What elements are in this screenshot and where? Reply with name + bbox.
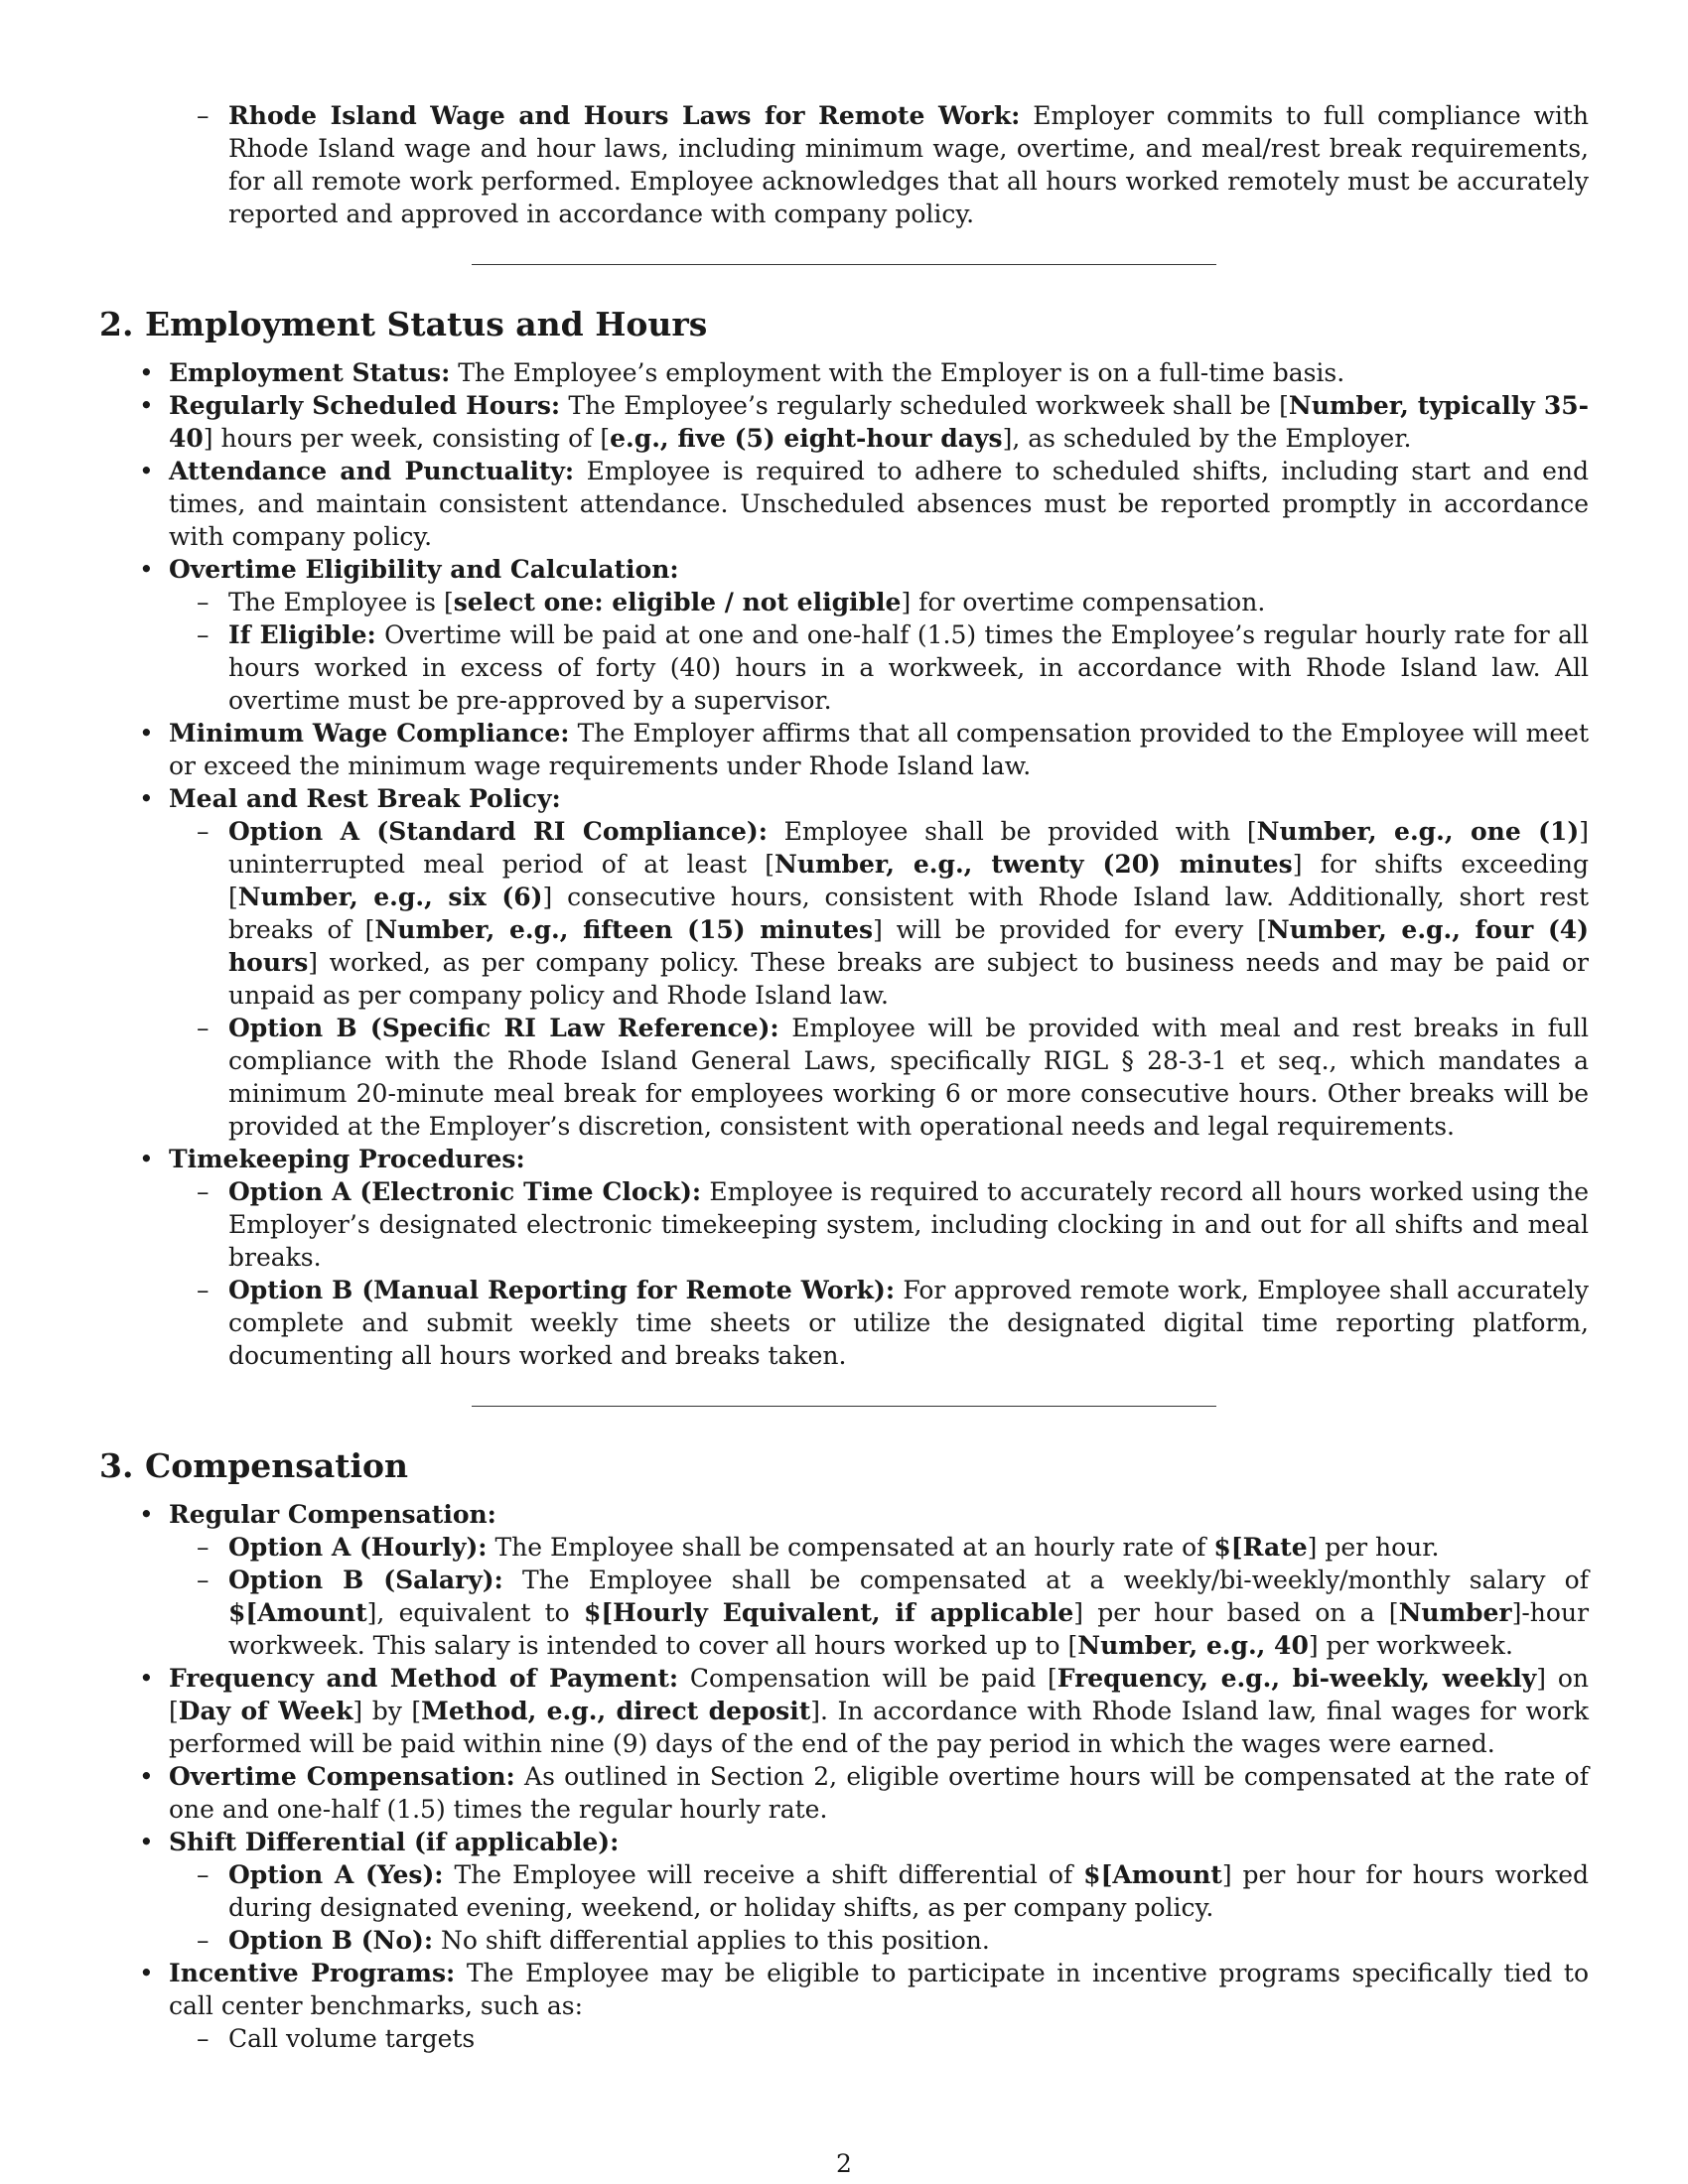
text-run: The Employee’s regularly scheduled workweek shall be [ — [560, 391, 1289, 420]
list-item — [169, 618, 1589, 717]
employment-status-text: The Employee’s employment with the Employer is on a full-time basis. — [450, 358, 1345, 387]
text-run: ] uninterrupted meal period of at least [ — [228, 817, 1589, 879]
text-run: Call volume targets — [228, 2024, 476, 2053]
overtime-compensation-label: Overtime Compensation: — [169, 1762, 515, 1791]
section-2-heading — [99, 305, 1589, 344]
text-run: Employee will be provided with meal and rest breaks in full compliance with the Rhode Island General Laws, specifically RIGL § 28-3-1 et seq., which mandates a minimum 20-minute meal break for employees working 6 or more consecutive hours. Other breaks will be provided at the Employer’s discretion, consistent with operational needs and legal requirements. — [228, 1014, 1589, 1141]
text-run: For approved remote work, Employee shall accurately complete and submit weekly time sheets or utilize the designated digital time reporting platform, documenting all hours worked and breaks taken. — [228, 1276, 1590, 1370]
text-run: ]. In accordance with Rhode Island law, final wages for work performed will be paid within nine (9) days of the end of the pay period in which the wages were earned. — [169, 1697, 1589, 1758]
section-3-title: Compensation — [145, 1446, 408, 1485]
list-item — [99, 389, 1589, 455]
list-item — [99, 1662, 1589, 1760]
overtime-sublist — [169, 586, 1589, 717]
section-2-title: Employment Status and Hours — [145, 305, 708, 343]
text-run: ] per workweek. — [1308, 1631, 1513, 1660]
overtime-label: Overtime Eligibility and Calculation: — [169, 555, 679, 584]
list-item — [169, 1924, 1589, 1957]
list-item — [169, 1175, 1589, 1274]
remote-work-list — [99, 99, 1589, 230]
text-run: ] will be provided for every [ — [873, 915, 1267, 944]
list-item — [99, 1826, 1589, 1957]
placeholder-field: Number, e.g., twenty (20) minutes — [774, 850, 1293, 879]
attendance-label: Attendance and Punctuality: — [169, 457, 575, 485]
placeholder-field: Number, typically 35-40 — [169, 391, 1589, 453]
list-item — [99, 1760, 1589, 1826]
section-divider — [472, 264, 1216, 265]
text-run: ] by [ — [352, 1697, 422, 1725]
list-item — [169, 586, 1589, 618]
text-run: The Employee will receive a shift differential of — [443, 1860, 1084, 1889]
list-item — [99, 553, 1589, 717]
placeholder-field: Number, e.g., four (4) hours — [228, 915, 1589, 977]
remote-work-label: Rhode Island Wage and Hours Laws for Remote Work: — [228, 101, 1021, 130]
scheduled-hours-label: Regularly Scheduled Hours: — [169, 391, 561, 420]
text-run: ] on [ — [169, 1664, 1589, 1725]
meal-break-sublist — [169, 815, 1589, 1143]
option-label: Option B (Specific RI Law Reference): — [228, 1014, 779, 1042]
text-run: The Employee is [ — [228, 588, 454, 616]
text-run: No shift differential applies to this position. — [433, 1926, 990, 1955]
text-run: The Employee shall be compensated at an hourly rate of — [487, 1533, 1214, 1562]
incentive-programs-label: Incentive Programs: — [169, 1959, 456, 1987]
placeholder-field: Number — [1398, 1598, 1512, 1627]
incentive-programs-sublist — [169, 2022, 1589, 2055]
meal-break-label: Meal and Rest Break Policy: — [169, 784, 561, 813]
incentive-programs-text: The Employee may be eligible to participate in incentive programs specifically tied to call center benchmarks, such as: — [169, 1959, 1589, 2020]
if-eligible-text: Overtime will be paid at one and one-half (1.5) times the Employee’s regular hourly rate for all hours worked in excess of forty (40) hours in a workweek, in accordance with Rhode Island law. All overtime must be pre-approved by a supervisor. — [228, 620, 1589, 715]
option-label: Option A (Hourly): — [228, 1533, 488, 1562]
text-run: Compensation will be paid [ — [678, 1664, 1057, 1693]
page-content — [99, 99, 1589, 2055]
attendance-text: Employee is required to adhere to scheduled shifts, including start and end times, and maintain consistent attendance. Unscheduled absences must be reported promptly in accordance with company policy. — [169, 457, 1589, 551]
placeholder-field: $[Hourly Equivalent, if applicable — [583, 1598, 1074, 1627]
text-run: ] per hour based on a [ — [1073, 1598, 1399, 1627]
text-run: The Employee shall be compensated at a weekly/bi-weekly/monthly salary of — [502, 1566, 1589, 1594]
option-label: Option B (Manual Reporting for Remote Work): — [228, 1276, 896, 1304]
list-item — [169, 815, 1589, 1012]
text-run: ], as scheduled by the Employer. — [1002, 424, 1412, 453]
regular-compensation-sublist — [169, 1531, 1589, 1662]
placeholder-field: Number, e.g., six (6) — [237, 883, 543, 911]
section-3-list — [99, 1498, 1589, 2055]
text-run: Employee is required to accurately record all hours worked using the Employer’s designated electronic timekeeping system, including clocking in and out for all shifts and meal breaks. — [228, 1177, 1589, 1272]
placeholder-field: Number, e.g., 40 — [1077, 1631, 1309, 1660]
placeholder-field: $[Amount — [1083, 1860, 1222, 1889]
option-label: Option A (Electronic Time Clock): — [228, 1177, 702, 1206]
timekeeping-sublist — [169, 1175, 1589, 1372]
shift-differential-sublist — [169, 1858, 1589, 1957]
placeholder-field: Frequency, e.g., bi-weekly, weekly — [1056, 1664, 1537, 1693]
list-item — [169, 1564, 1589, 1662]
text-run: ] worked, as per company policy. These breaks are subject to business needs and may be paid or unpaid as per company policy and Rhode Island law. — [228, 948, 1589, 1010]
option-label: Option B (Salary): — [228, 1566, 503, 1594]
section-2-number: 2. — [99, 305, 134, 343]
list-item — [99, 356, 1589, 389]
text-run: ] hours per week, consisting of [ — [203, 424, 611, 453]
text-run: ] per hour. — [1307, 1533, 1440, 1562]
option-label: Option B (No): — [228, 1926, 434, 1955]
minimum-wage-label: Minimum Wage Compliance: — [169, 719, 570, 748]
list-item — [99, 717, 1589, 782]
text-run: ], equivalent to — [366, 1598, 584, 1627]
list-item — [169, 99, 1589, 230]
list-item — [169, 1012, 1589, 1143]
section-divider — [472, 1406, 1216, 1407]
option-label: Option A (Standard RI Compliance): — [228, 817, 768, 846]
regular-compensation-label: Regular Compensation: — [169, 1500, 496, 1529]
employment-status-label: Employment Status: — [169, 358, 451, 387]
text-run: ]-hour workweek. This salary is intended to cover all hours worked up to [ — [228, 1598, 1590, 1660]
minimum-wage-text: The Employer affirms that all compensation provided to the Employee will meet or exceed the minimum wage requirements under Rhode Island law. — [169, 719, 1589, 780]
section-2-list — [99, 356, 1589, 1372]
list-item — [99, 1143, 1589, 1372]
placeholder-field: Number, e.g., fifteen (15) minutes — [374, 915, 874, 944]
list-item — [99, 455, 1589, 553]
remote-work-text: Employer commits to full compliance with Rhode Island wage and hour laws, including minimum wage, overtime, and meal/rest break requirements, for all remote work performed. Employee acknowledges that all hours worked remotely must be accurately reported and approved in accordance with company policy. — [228, 101, 1589, 228]
list-item — [169, 1274, 1589, 1372]
payment-frequency-label: Frequency and Method of Payment: — [169, 1664, 679, 1693]
placeholder-field: $[Amount — [228, 1598, 367, 1627]
if-eligible-label: If Eligible: — [228, 620, 376, 649]
overtime-compensation-text: As outlined in Section 2, eligible overtime hours will be compensated at the rate of one and one-half (1.5) times the regular hourly rate. — [169, 1762, 1589, 1824]
placeholder-field: Method, e.g., direct deposit — [421, 1697, 811, 1725]
placeholder-field: Number, e.g., one (1) — [1256, 817, 1580, 846]
text-run: ] per hour for hours worked during designated evening, weekend, or holiday shifts, as per company policy. — [228, 1860, 1590, 1922]
placeholder-field: e.g., five (5) eight-hour days — [610, 424, 1003, 453]
text-run: ] for overtime compensation. — [901, 588, 1266, 616]
text-run: ] consecutive hours, consistent with Rhode Island law. Additionally, short rest breaks of [ — [228, 883, 1589, 944]
placeholder-field: select one: eligible / not eligible — [453, 588, 902, 616]
page-number: 2 — [836, 2149, 852, 2178]
list-item — [169, 2022, 1589, 2055]
option-label: Option A (Yes): — [228, 1860, 444, 1889]
list-item — [169, 1531, 1589, 1564]
text-run: ] for shifts exceeding [ — [228, 850, 1590, 911]
list-item — [99, 1498, 1589, 1662]
list-item — [99, 782, 1589, 1143]
placeholder-field: $[Rate — [1213, 1533, 1308, 1562]
timekeeping-label: Timekeeping Procedures: — [169, 1145, 525, 1173]
section-3-heading — [99, 1446, 1589, 1486]
placeholder-field: Day of Week — [178, 1697, 353, 1725]
shift-differential-label: Shift Differential (if applicable): — [169, 1828, 620, 1856]
list-item — [169, 1858, 1589, 1924]
list-item — [99, 1957, 1589, 2055]
text-run: Employee shall be provided with [ — [767, 817, 1257, 846]
section-3-number: 3. — [99, 1446, 134, 1485]
